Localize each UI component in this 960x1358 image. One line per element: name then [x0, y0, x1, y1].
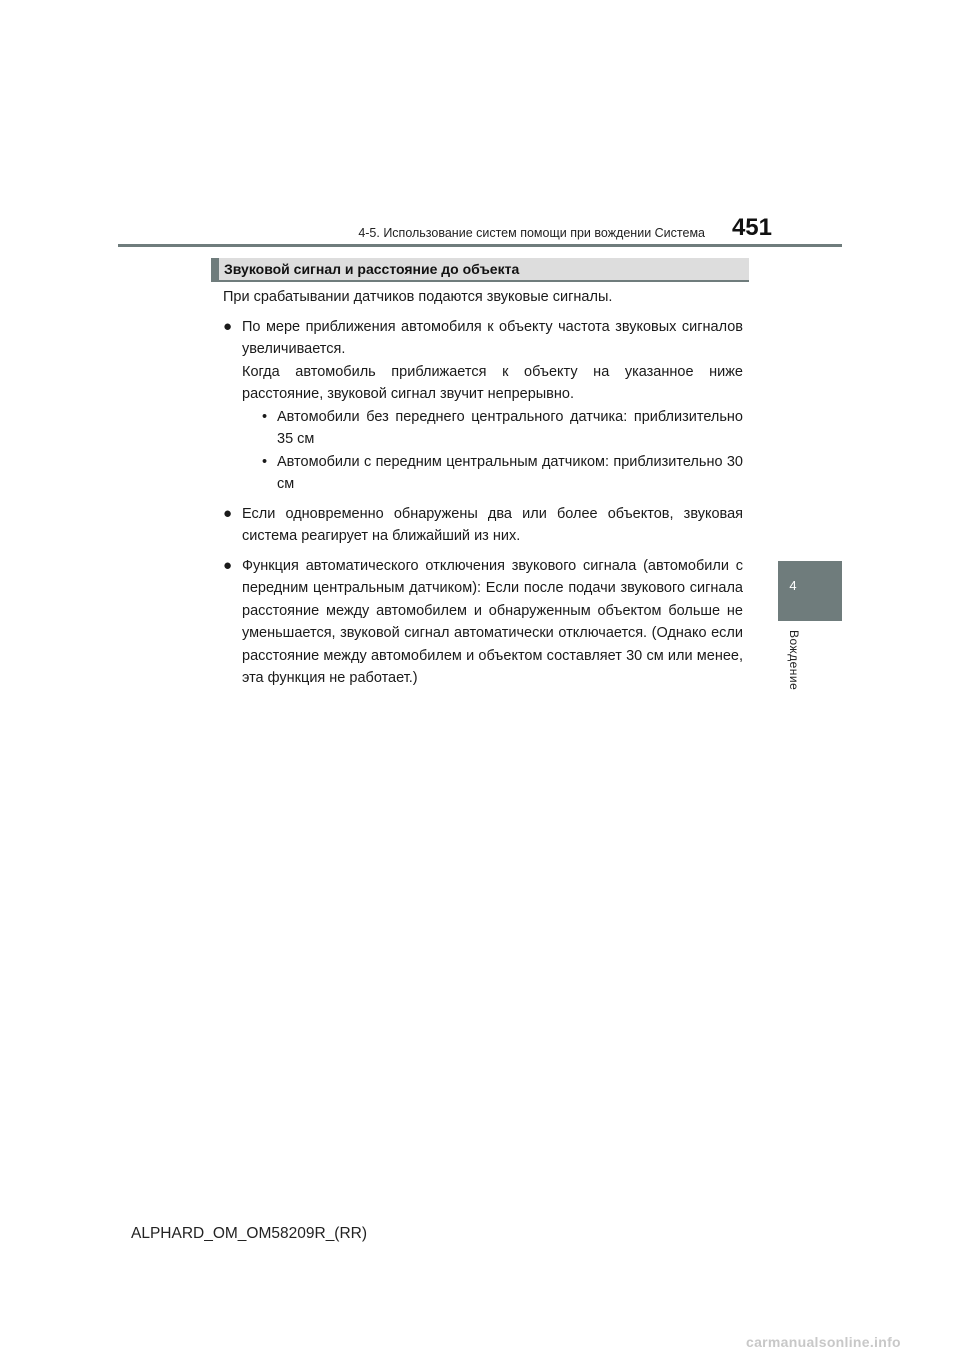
footer-document-code: ALPHARD_OM_OM58209R_(RR) [131, 1225, 368, 1242]
page-number: 451 [731, 214, 772, 241]
header-section-title: 4-5. Использование систем помощи при вождении Система [358, 226, 705, 240]
bullet-item [223, 316, 743, 496]
sub-item [242, 406, 743, 451]
bullet-dot-icon: ● [223, 504, 233, 522]
sub-bullet-icon: • [262, 453, 268, 470]
bullet-dot-icon: ● [223, 556, 233, 574]
header-divider [118, 244, 842, 247]
bullet-item [223, 555, 743, 690]
section-heading-accent [211, 258, 219, 280]
section-heading-title: Звуковой сигнал и расстояние до объекта [224, 261, 520, 277]
bullet-item [223, 503, 743, 548]
bullet-text: Функция автоматического отключения звукового сигнала (автомобили с передним центральным датчиком): Если после подачи звукового сигнала расстояние между автомобилем и обнаруженным объектом больше не уменьшается, звуковой сигнал автоматически отключается. (Однако если расстояние между автомобилем и объектом составляет 30 см или менее, эта функция не работает.) [242, 557, 743, 686]
section-body [223, 286, 743, 697]
section-heading [211, 258, 749, 282]
sub-bullet-icon: • [262, 408, 268, 425]
watermark: carmanualsonline.info [746, 1334, 901, 1350]
bullet-dot-icon: ● [223, 317, 233, 335]
sub-item [242, 451, 743, 496]
bullet-text: По мере приближения автомобиля к объекту частота звуковых сигналов увеличивается. [242, 318, 743, 357]
sub-item-text: Автомобили без переднего центрального датчика: приблизительно 35 см [277, 408, 743, 447]
chapter-tab-number: 4 [789, 578, 797, 593]
bullet-text: Когда автомобиль приближается к объекту на указанное ниже расстояние, звуковой сигнал звучит непрерывно. [242, 363, 743, 402]
sub-item-text: Автомобили с передним центральным датчиком: приблизительно 30 см [277, 453, 743, 492]
chapter-tab-label: Вождение [787, 630, 801, 691]
intro-paragraph: При срабатывании датчиков подаются звуковые сигналы. [223, 289, 613, 305]
bullet-text: Если одновременно обнаружены два или более объектов, звуковая система реагирует на ближайший из них. [242, 505, 743, 544]
